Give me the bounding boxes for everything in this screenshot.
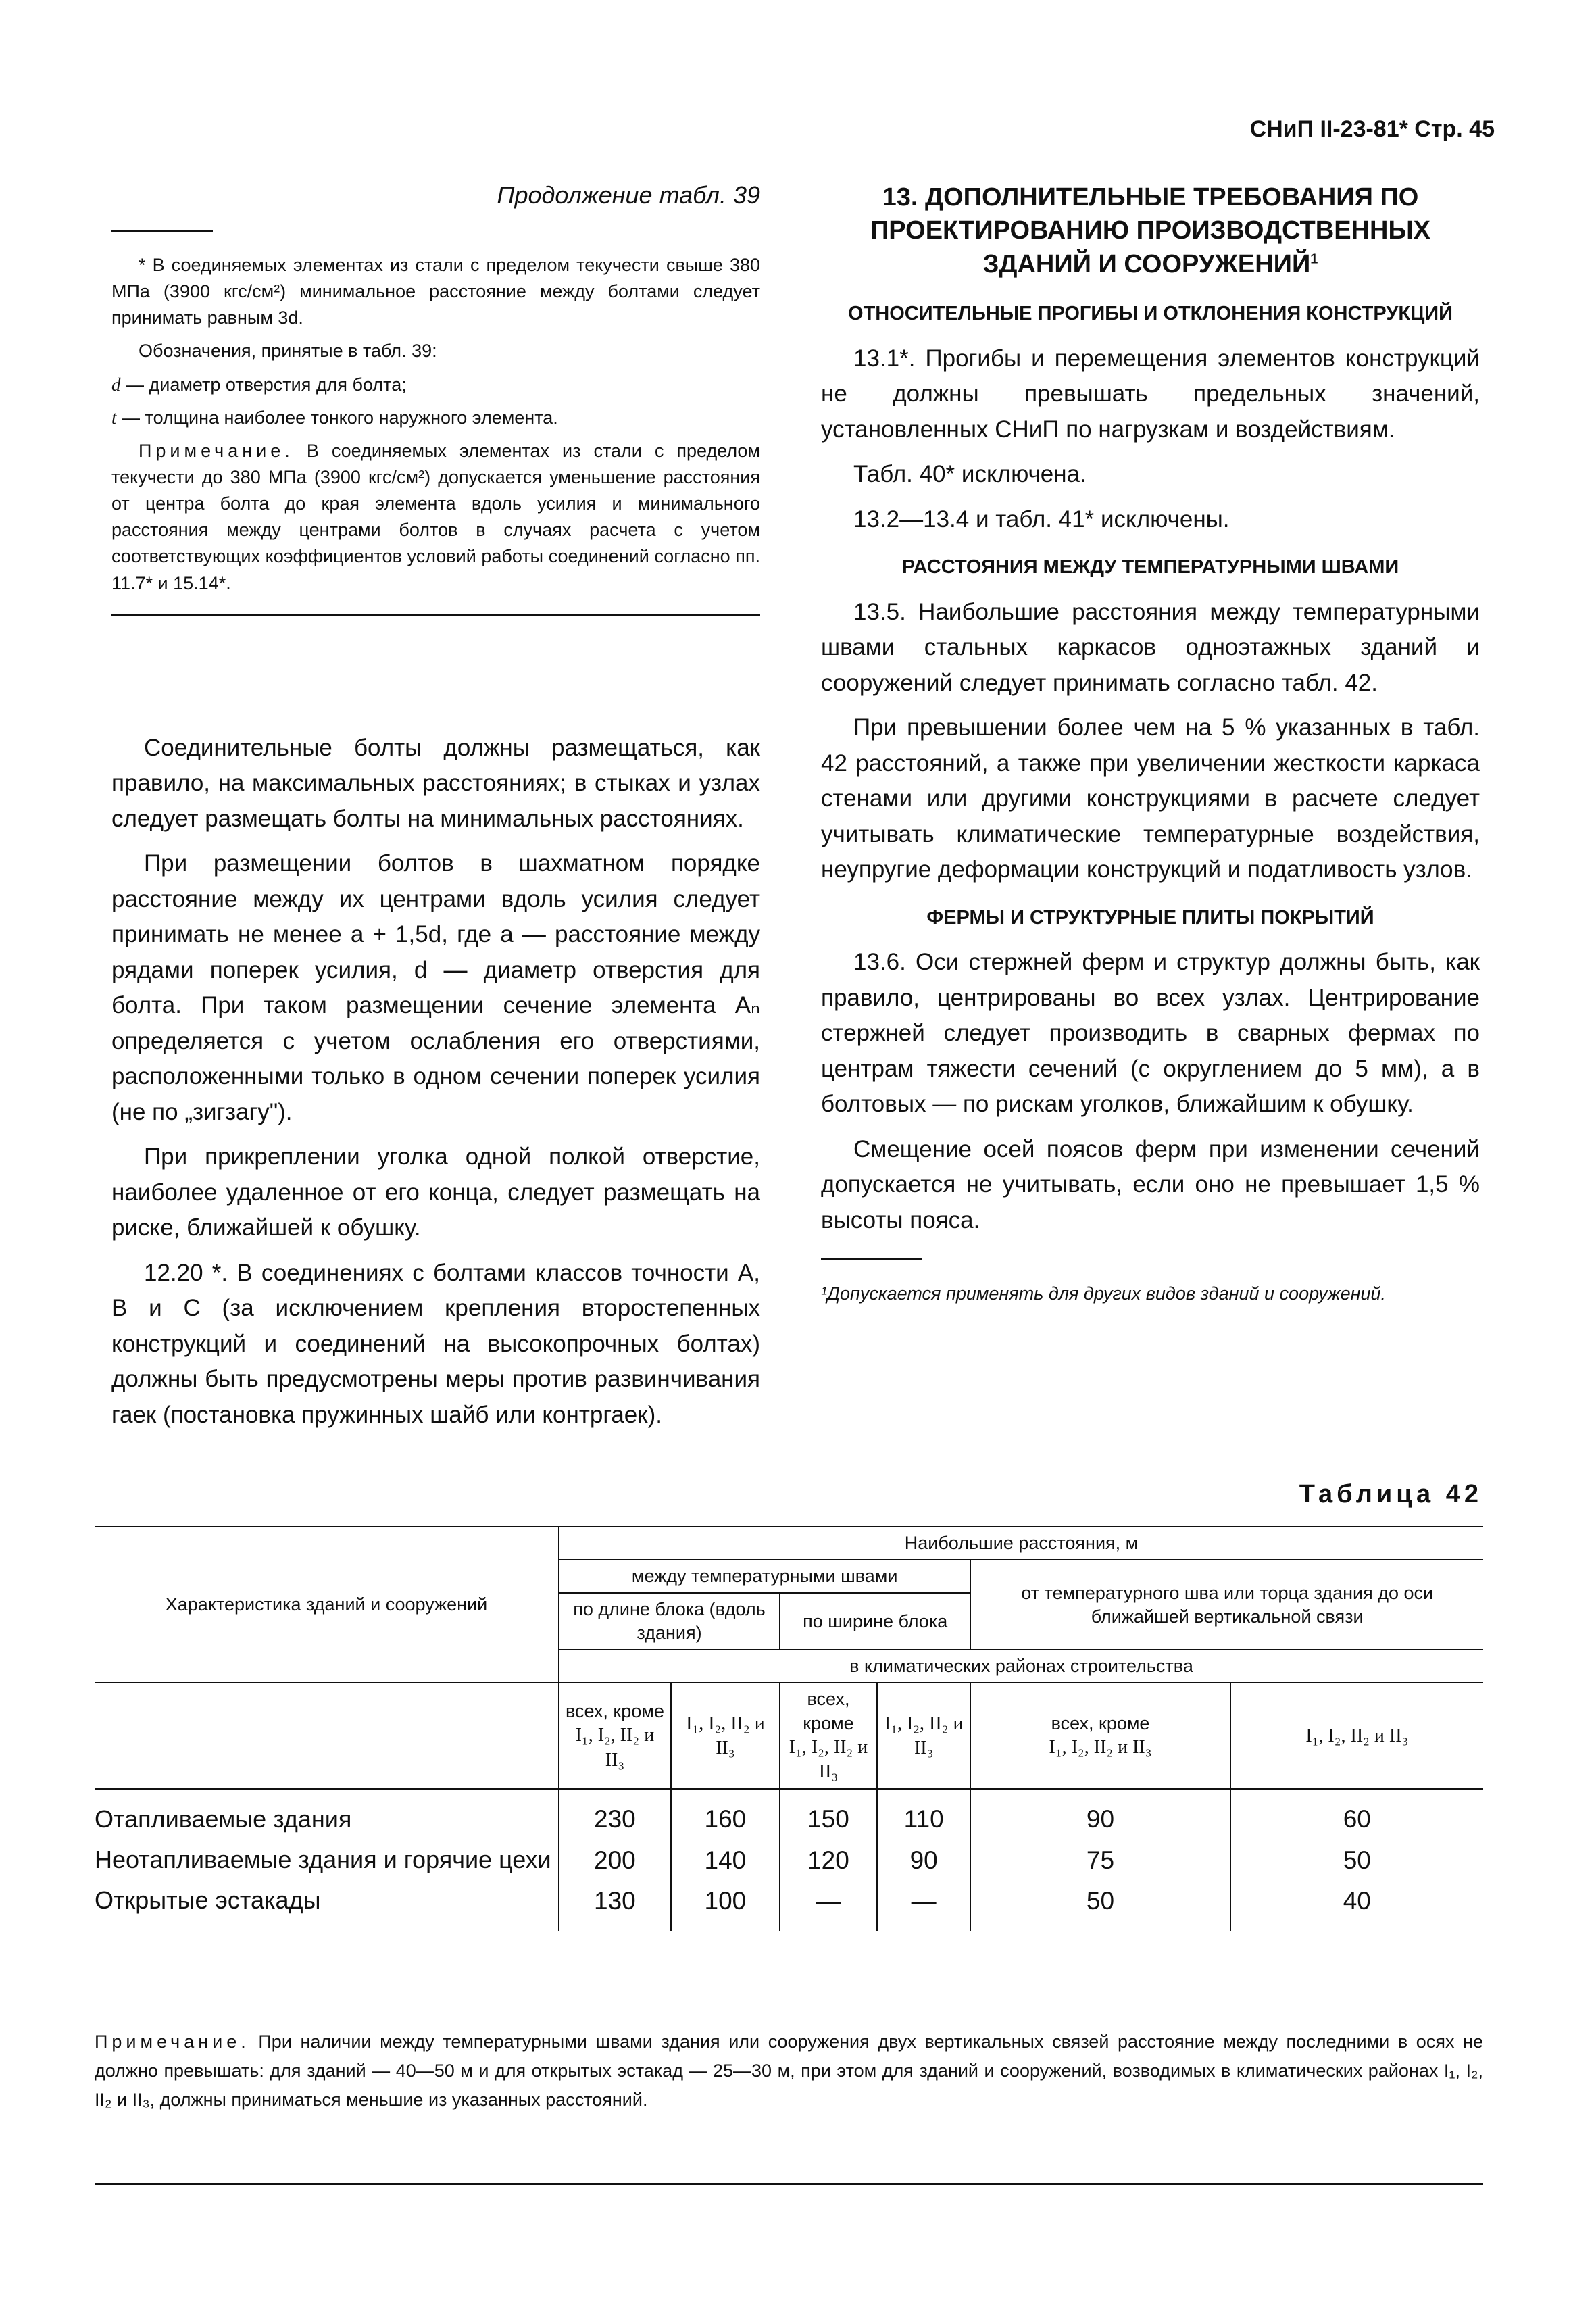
header-from-joint: от температурного шва или торца здания до оси ближайшей вертикальной связи — [970, 1560, 1483, 1650]
left-body-text — [111, 731, 760, 1433]
paragraph-13-2: 13.2—13.4 и табл. 41* исключены. — [853, 506, 1230, 533]
section-footnote: ¹Допускается применять для других видов зданий и сооружений. — [821, 1283, 1386, 1304]
footnote-star: * В соединяемых элементах из стали с пределом текучести свыше 380 МПа (3900 кгс/см²) минимальное расстояние между болтами следует принимать равным 3d. — [111, 255, 760, 328]
note-text: При наличии между температурными швами здания или сооружения двух вертикальных связей расстояние между последними в осях не должно превышать: для зданий — 40—50 м и для открытых эстакад — 25—30 м, при этом для зданий и сооружений, возводимых в климатических районах I₁, I₂, II₂ и II₃, должны приниматься меньшие из указанных расстояний. — [95, 2032, 1483, 2111]
subheading-expansion-joints: РАССТОЯНИЯ МЕЖДУ ТЕМПЕРАТУРНЫМИ ШВАМИ — [901, 556, 1399, 578]
cell: 110 — [877, 1789, 970, 1840]
paragraph-12-20: 12.20 *. В соединениях с болтами классов точности А, В и С (за исключением крепления второстепенных конструкций и соединений на высокопрочных болтах) должны быть предусмотрены меры против развинчивания гаек (постановка пружинных шайб или контргаек). — [111, 1259, 760, 1428]
header-except-regions: I₁, I₂, II₂ и II₃ — [575, 1725, 655, 1771]
header-all-except-text: всех, кроме — [1051, 1713, 1150, 1734]
cell: 50 — [970, 1881, 1230, 1931]
designations-intro: Обозначения, принятые в табл. 39: — [139, 341, 437, 362]
paragraph-13-5: 13.5. Наибольшие расстояния между температурными швами стальных каркасов одноэтажных зданий и сооружений следует принимать согласно табл. 42. — [821, 598, 1480, 696]
cell: 200 — [559, 1840, 671, 1881]
header-all-except-text: всех, кроме — [565, 1701, 664, 1722]
paragraph-table-40: Табл. 40* исключена. — [853, 461, 1087, 488]
right-body-text-3 — [821, 945, 1480, 1238]
table-continuation-label: Продолжение табл. 39 — [497, 181, 760, 209]
header-regions: I₁, I₂, II₂ и II₃ — [877, 1683, 970, 1789]
subheading-deflections: ОТНОСИТЕЛЬНЫЕ ПРОГИБЫ И ОТКЛОНЕНИЯ КОНСТРУКЦИЙ — [848, 303, 1453, 325]
header-all-except — [559, 1683, 671, 1789]
cell: 75 — [970, 1840, 1230, 1881]
cell: 90 — [970, 1789, 1230, 1840]
designation-d — [111, 372, 760, 398]
cell: 130 — [559, 1881, 671, 1931]
table-39-notes — [111, 252, 760, 597]
right-body-text-1 — [821, 341, 1480, 538]
header-max-distances: Наибольшие расстояния, м — [559, 1527, 1483, 1560]
row-label: Неотапливаемые здания и горячие цехи — [95, 1846, 551, 1874]
left-column — [111, 181, 760, 1442]
designation-t — [111, 405, 760, 431]
paragraph: При размещении болтов в шахматном порядке расстояние между их центрами вдоль усилия следует принимать не менее a + 1,5d, где a — расстояние между рядами поперек усилия, d — диаметр отверстия для болта. При таком размещении сечение элемента Aₙ определяется с учетом ослабления его отверстиями, расположенными только в одном сечении поперек усилия (не по „зигзагу"). — [111, 850, 760, 1125]
cell: — — [877, 1881, 970, 1931]
table-row — [95, 1881, 1483, 1931]
header-between-joints: между температурными швами — [559, 1560, 970, 1593]
paragraph-13-6: 13.6. Оси стержней ферм и структур должны быть, как правило, центрированы во всех узлах. Центрирование стержней следует производить в сварных фермах по центрам тяжести сечений (с округлением до 5 мм), а в болтовых — по рискам уголков, ближайшим к обушку. — [821, 949, 1480, 1118]
footnote-divider — [821, 1258, 922, 1260]
symbol-d: d — [111, 374, 121, 395]
header-block-length: по длине блока (вдоль здания) — [559, 1593, 780, 1650]
table-row — [95, 1789, 1483, 1840]
row-label: Отапливаемые здания — [95, 1805, 352, 1833]
cell: 60 — [1230, 1789, 1483, 1840]
cell: 230 — [559, 1789, 671, 1840]
cell: 100 — [671, 1881, 780, 1931]
paragraph: При прикреплении уголка одной полкой отверстие, наиболее удаленное от его конца, следует размещать на риске, ближайшей к обушку. — [111, 1143, 760, 1241]
bottom-rule — [95, 2183, 1483, 2185]
header-regions: I₁, I₂, II₂ и II₃ — [671, 1683, 780, 1789]
symbol-t: t — [111, 407, 117, 428]
header-regions: I₁, I₂, II₂ и II₃ — [1230, 1683, 1483, 1789]
header-except-regions: I₁, I₂, II₂ и II₃ — [1049, 1737, 1152, 1758]
paragraph: Смещение осей поясов ферм при изменении сечений допускается не учитывать, если оно не превышает 1,5 % высоты пояса. — [821, 1135, 1480, 1233]
page-header: СНиП II-23-81* Стр. 45 — [1249, 116, 1495, 142]
footnote-divider — [111, 230, 213, 232]
right-column — [821, 181, 1480, 1308]
designation-t-text: — толщина наиболее тонкого наружного элемента. — [122, 407, 558, 428]
notes-end-rule — [111, 614, 760, 616]
cell: 90 — [877, 1840, 970, 1881]
note-text: В соединяемых элементах из стали с пределом текучести до 380 МПа (3900 кгс/см²) допускается уменьшение расстояния от центра болта до края элемента вдоль усилия и минимального расстояния между центрами болтов в случаях расчета с учетом соответствующих коэффициентов условий работы соединений согласно пп. 11.7* и 15.14*. — [111, 440, 760, 593]
table-header-row — [95, 1527, 1483, 1560]
table-42-note — [95, 2027, 1483, 2115]
cell: 40 — [1230, 1881, 1483, 1931]
table-42 — [95, 1526, 1483, 1931]
section-13-footnote-mark: 1 — [1310, 251, 1318, 267]
header-all-except — [780, 1683, 877, 1789]
header-all-except — [970, 1683, 1230, 1789]
note-label: Примечание. — [95, 2032, 250, 2052]
table-row — [95, 1840, 1483, 1881]
section-13-title — [821, 181, 1480, 281]
cell: 50 — [1230, 1840, 1483, 1881]
header-all-except-text: всех, кроме — [803, 1689, 854, 1733]
designation-d-text: — диаметр отверстия для болта; — [126, 374, 407, 395]
header-except-regions: I₁, I₂, II₂ и II₃ — [789, 1736, 868, 1783]
note-label: Примечание. — [139, 440, 294, 461]
cell: — — [780, 1881, 877, 1931]
section-13-title-text: 13. ДОПОЛНИТЕЛЬНЫЕ ТРЕБОВАНИЯ ПО ПРОЕКТИРОВАНИЮ ПРОИЗВОДСТВЕННЫХ ЗДАНИЙ И СООРУЖЕНИЙ — [870, 183, 1430, 278]
subheading-trusses: ФЕРМЫ И СТРУКТУРНЫЕ ПЛИТЫ ПОКРЫТИЙ — [926, 906, 1374, 929]
cell: 160 — [671, 1789, 780, 1840]
cell: 120 — [780, 1840, 877, 1881]
table-header-row — [95, 1683, 1483, 1789]
header-climate-regions: в климатических районах строительства — [559, 1650, 1483, 1683]
cell: 140 — [671, 1840, 780, 1881]
table-39-note — [111, 438, 760, 597]
paragraph-13-1: 13.1*. Прогибы и перемещения элементов конструкций не должны превышать предельных значений, установленных СНиП по нагрузкам и воздействиям. — [821, 345, 1480, 443]
header-characteristic: Характеристика зданий и сооружений — [95, 1527, 559, 1683]
paragraph: При превышении более чем на 5 % указанных в табл. 42 расстояний, а также при увеличении жесткости каркаса стенами или другими конструкциями в расчете следует учитывать климатические температурные воздействия, неупругие деформации конструкций и податливость узлов. — [821, 714, 1480, 883]
header-block-width: по ширине блока — [780, 1593, 970, 1650]
header-empty-cell — [95, 1683, 559, 1789]
table-caption: Таблица 42 — [1299, 1480, 1482, 1508]
right-body-text-2 — [821, 595, 1480, 888]
paragraph: Соединительные болты должны размещаться, как правило, на максимальных расстояниях; в стыках и узлах следует размещать болты на минимальных расстояниях. — [111, 734, 760, 832]
cell: 150 — [780, 1789, 877, 1840]
row-label: Открытые эстакады — [95, 1886, 321, 1915]
